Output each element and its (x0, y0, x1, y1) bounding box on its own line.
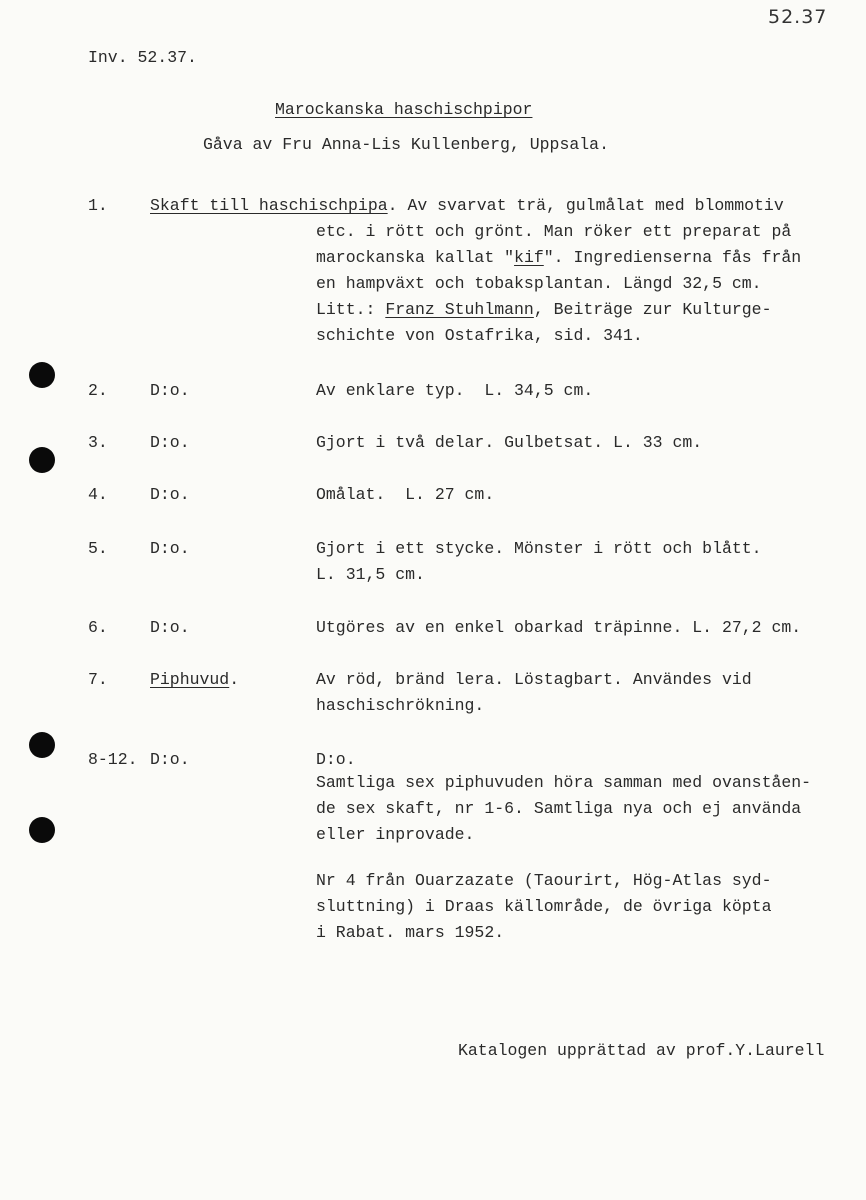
item-description: haschischrökning. (316, 696, 485, 715)
item-literature (316, 297, 771, 323)
item-number: 8-12. (88, 750, 138, 769)
item-description: Utgöres av en enkel obarkad träpinne. L. 27,2 cm. (316, 618, 802, 637)
item-name-line (150, 193, 784, 219)
item-description (316, 245, 801, 271)
item-number: 3. (88, 433, 108, 452)
item-description: Av svarvat trä, gulmålat med blommotiv (407, 196, 784, 215)
catalog-author: Katalogen upprättad av prof.Y.Laurell (458, 1041, 825, 1060)
item-name: Piphuvud (150, 670, 230, 689)
item-description: Omålat. L. 27 cm. (316, 485, 495, 504)
text-fragment: , Beiträge zur Kulturge- (533, 300, 772, 319)
item-description: Samtliga sex piphuvuden höra samman med ovanståen- (316, 773, 812, 792)
item-literature: schichte von Ostafrika, sid. 341. (316, 326, 643, 345)
item-name-suffix: . (229, 670, 240, 689)
item-description: Gjort i ett stycke. Mönster i rött och blått. (316, 539, 762, 558)
punch-hole (29, 817, 55, 843)
item-number: 4. (88, 485, 108, 504)
item-description: de sex skaft, nr 1-6. Samtliga nya och ej använda (316, 799, 802, 818)
inventory-label: Inv. 52.37. (88, 48, 197, 67)
item-name-line (150, 667, 239, 693)
punch-hole (29, 362, 55, 388)
item-name: Skaft till haschischpipa (150, 196, 388, 215)
item-description: en hampväxt och tobaksplantan. Längd 32,5 cm. (316, 274, 762, 293)
underlined-term: kif (514, 248, 544, 267)
donor-line: Gåva av Fru Anna-Lis Kullenberg, Uppsala. (203, 135, 609, 154)
text-fragment: Litt.: (316, 300, 386, 319)
item-name: D:o. (150, 485, 190, 504)
item-description: D:o. (316, 750, 356, 769)
author-name: Franz Stuhlmann (385, 300, 534, 319)
item-number: 5. (88, 539, 108, 558)
item-number: 7. (88, 670, 108, 689)
punch-hole (29, 447, 55, 473)
text-fragment: marockanska kallat " (316, 248, 515, 267)
text-fragment: ". Ingredienserna fås från (543, 248, 802, 267)
item-name-suffix: . (387, 196, 398, 215)
item-name: D:o. (150, 539, 190, 558)
item-description: etc. i rött och grönt. Man röker ett preparat på (316, 222, 792, 241)
provenance-note: i Rabat. mars 1952. (316, 923, 505, 942)
corner-number: 52.37 (768, 6, 828, 28)
punch-hole (29, 732, 55, 758)
item-description: L. 31,5 cm. (316, 565, 425, 584)
item-number: 2. (88, 381, 108, 400)
provenance-note: sluttning) i Draas källområde, de övriga köpta (316, 897, 772, 916)
item-number: 1. (88, 196, 108, 215)
item-name: D:o. (150, 381, 190, 400)
item-name: D:o. (150, 433, 190, 452)
item-description: Gjort i två delar. Gulbetsat. L. 33 cm. (316, 433, 703, 452)
page-title: Marockanska haschischpipor (275, 100, 533, 119)
provenance-note: Nr 4 från Ouarzazate (Taourirt, Hög-Atlas syd- (316, 871, 772, 890)
item-name: D:o. (150, 750, 190, 769)
item-description: Av enklare typ. L. 34,5 cm. (316, 381, 594, 400)
item-number: 6. (88, 618, 108, 637)
item-description: eller inprovade. (316, 825, 475, 844)
item-name: D:o. (150, 618, 190, 637)
item-description: Av röd, bränd lera. Löstagbart. Användes vid (316, 670, 752, 689)
